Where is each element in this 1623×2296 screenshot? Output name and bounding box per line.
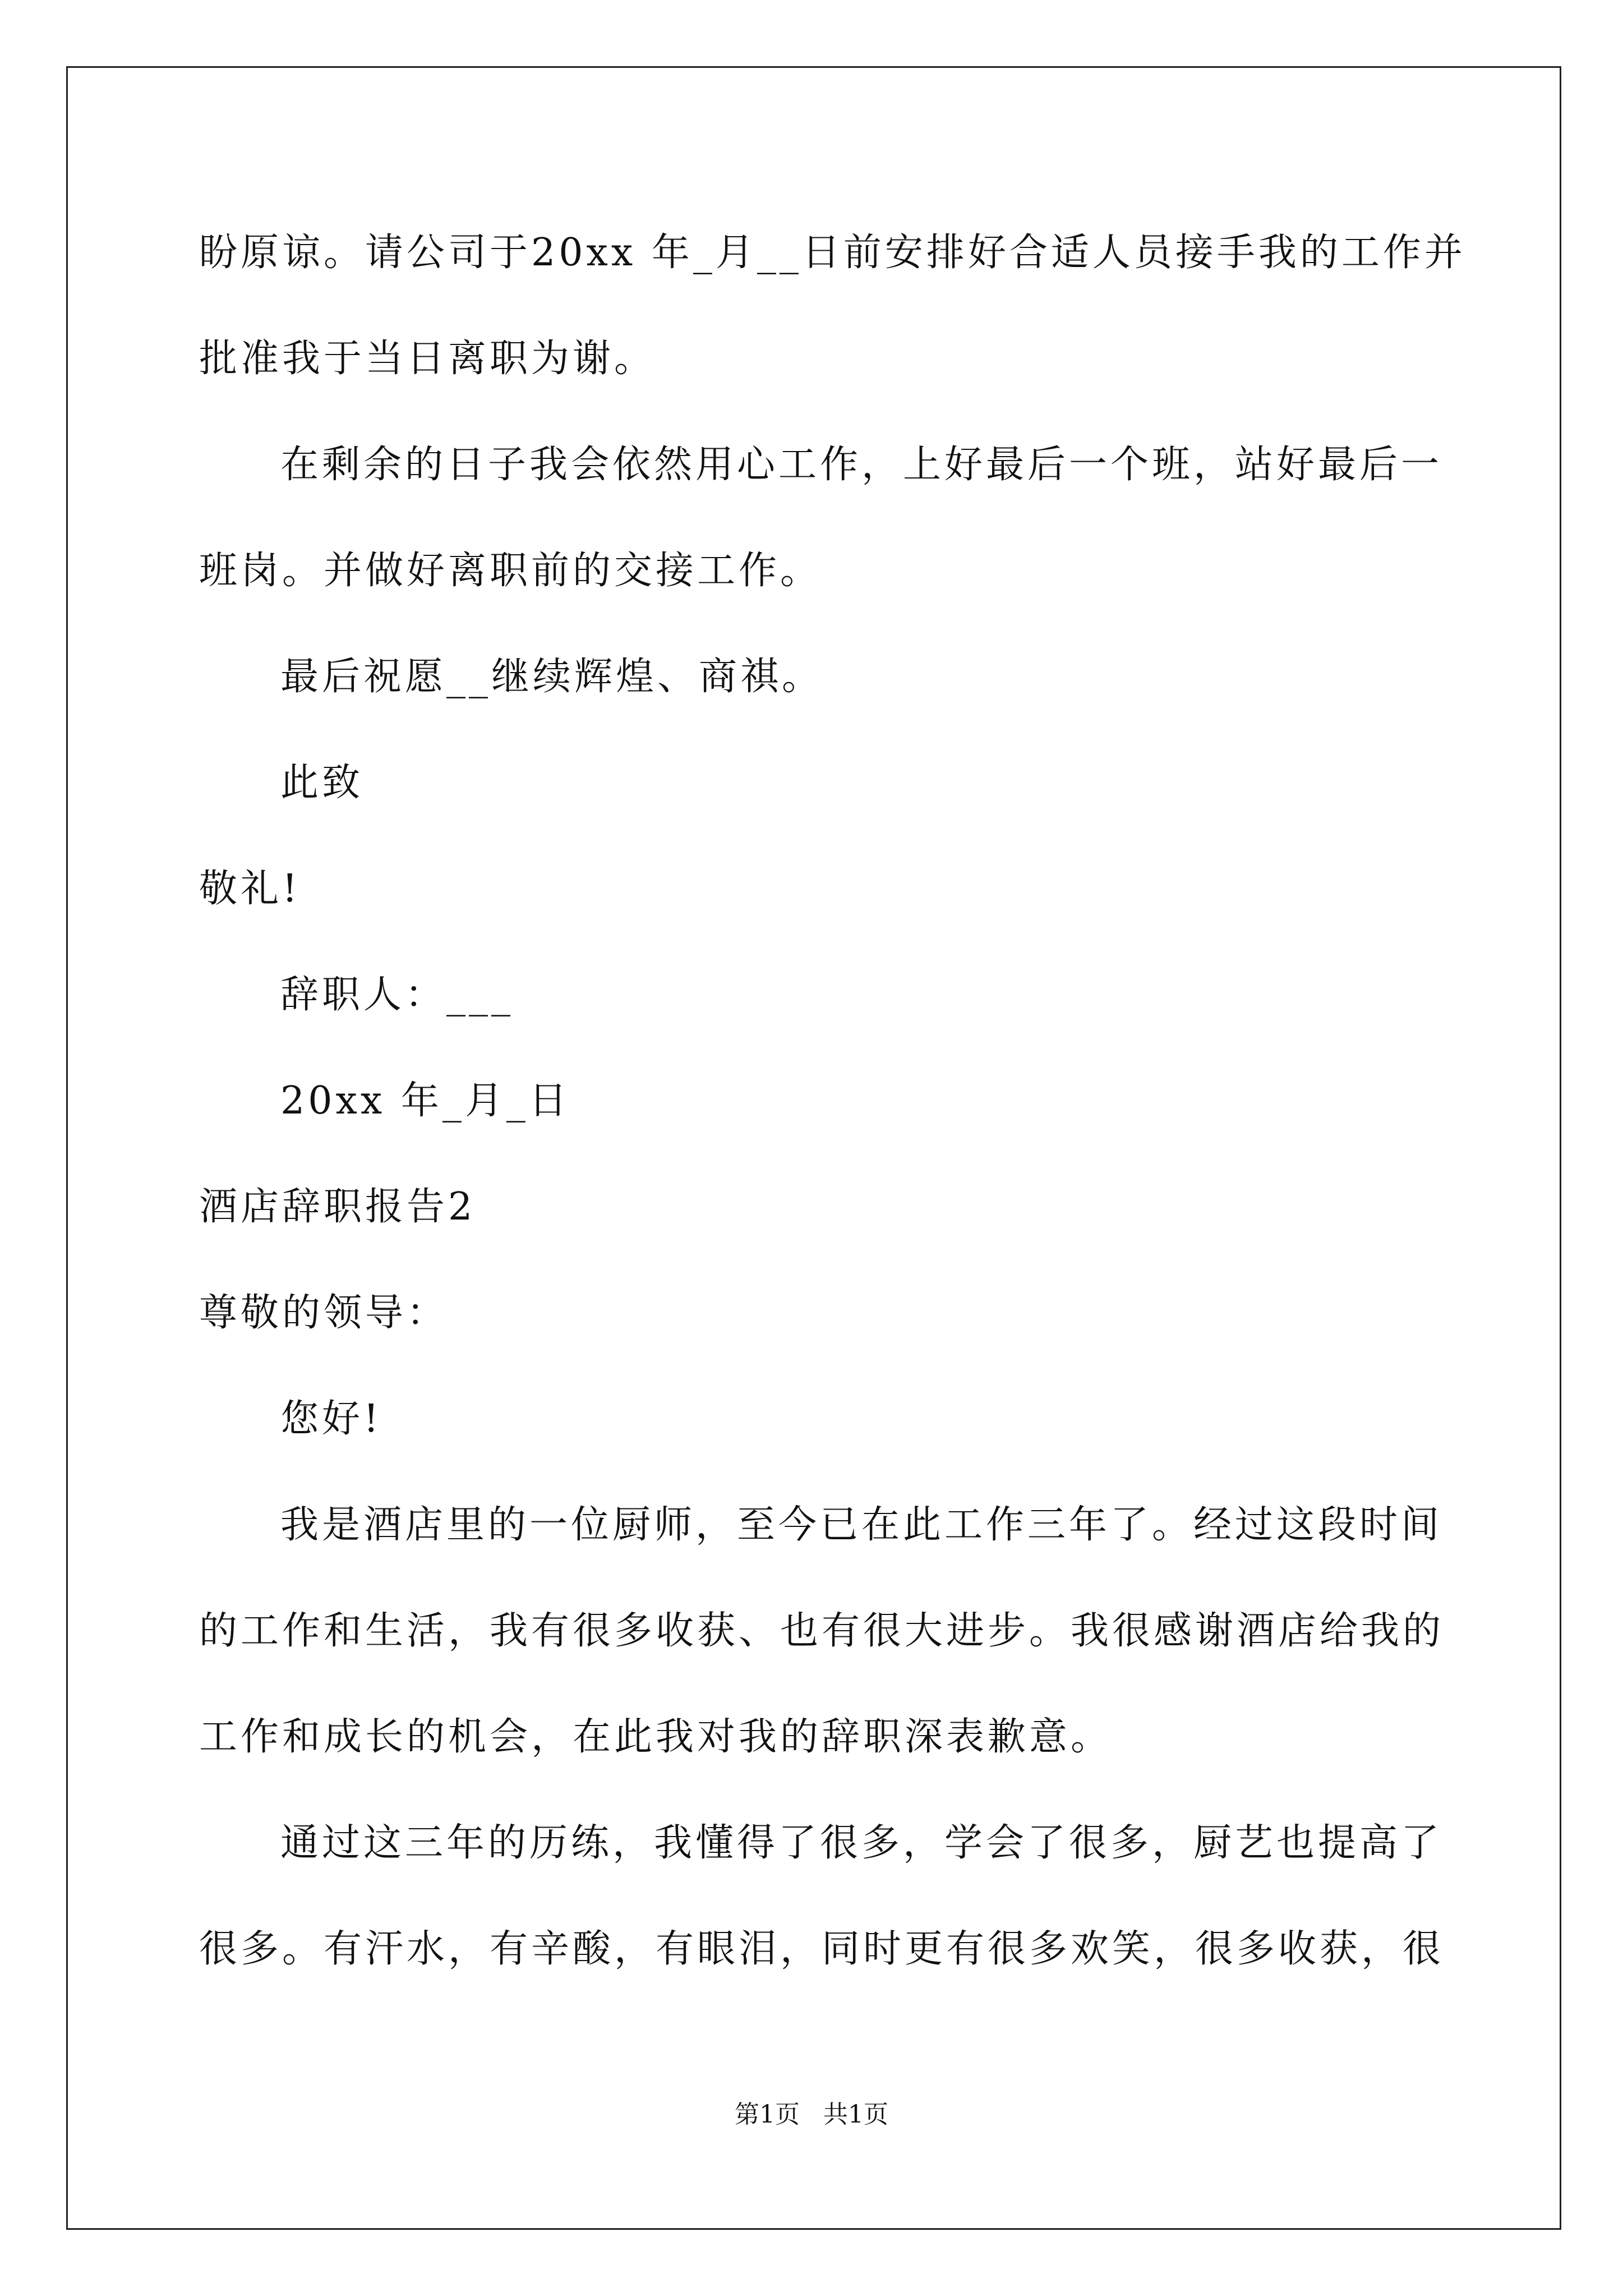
body-line: 我是酒店里的一位厨师，至今已在此工作三年了。经过这段时间 xyxy=(280,1503,1443,1547)
signature-line: 辞职人：___ xyxy=(280,973,514,1017)
section-title: 酒店辞职报告2 xyxy=(199,1185,476,1229)
body-line: 最后祝愿__继续辉煌、商祺。 xyxy=(280,655,824,699)
greeting-line: 尊敬的领导： xyxy=(199,1291,449,1335)
date-line: 20xx 年_月_日 xyxy=(280,1079,570,1123)
greeting-line: 您好! xyxy=(280,1397,382,1441)
body-line: 工作和成长的机会，在此我对我的辞职深表歉意。 xyxy=(199,1715,1113,1759)
body-line: 的工作和生活，我有很多收获、也有很大进步。我很感谢酒店给我的 xyxy=(199,1609,1445,1653)
body-line: 通过这三年的历练，我懂得了很多，学会了很多，厨艺也提高了 xyxy=(280,1821,1443,1865)
body-line: 在剩余的日子我会依然用心工作，上好最后一个班，站好最后一 xyxy=(280,443,1443,487)
body-line: 盼原谅。请公司于20xx 年_月__日前安排好合适人员接手我的工作并 xyxy=(199,231,1466,275)
salutation-line: 敬礼! xyxy=(199,867,301,911)
body-line: 批准我于当日离职为谢。 xyxy=(199,337,656,381)
page-frame xyxy=(66,66,1561,2230)
body-line: 很多。有汗水，有辛酸，有眼泪，同时更有很多欢笑，很多收获，很 xyxy=(199,1927,1445,1971)
body-line: 班岗。并做好离职前的交接工作。 xyxy=(199,549,822,593)
closing-line: 此致 xyxy=(280,761,364,805)
page-footer: 第1页 共1页 xyxy=(735,2100,888,2129)
